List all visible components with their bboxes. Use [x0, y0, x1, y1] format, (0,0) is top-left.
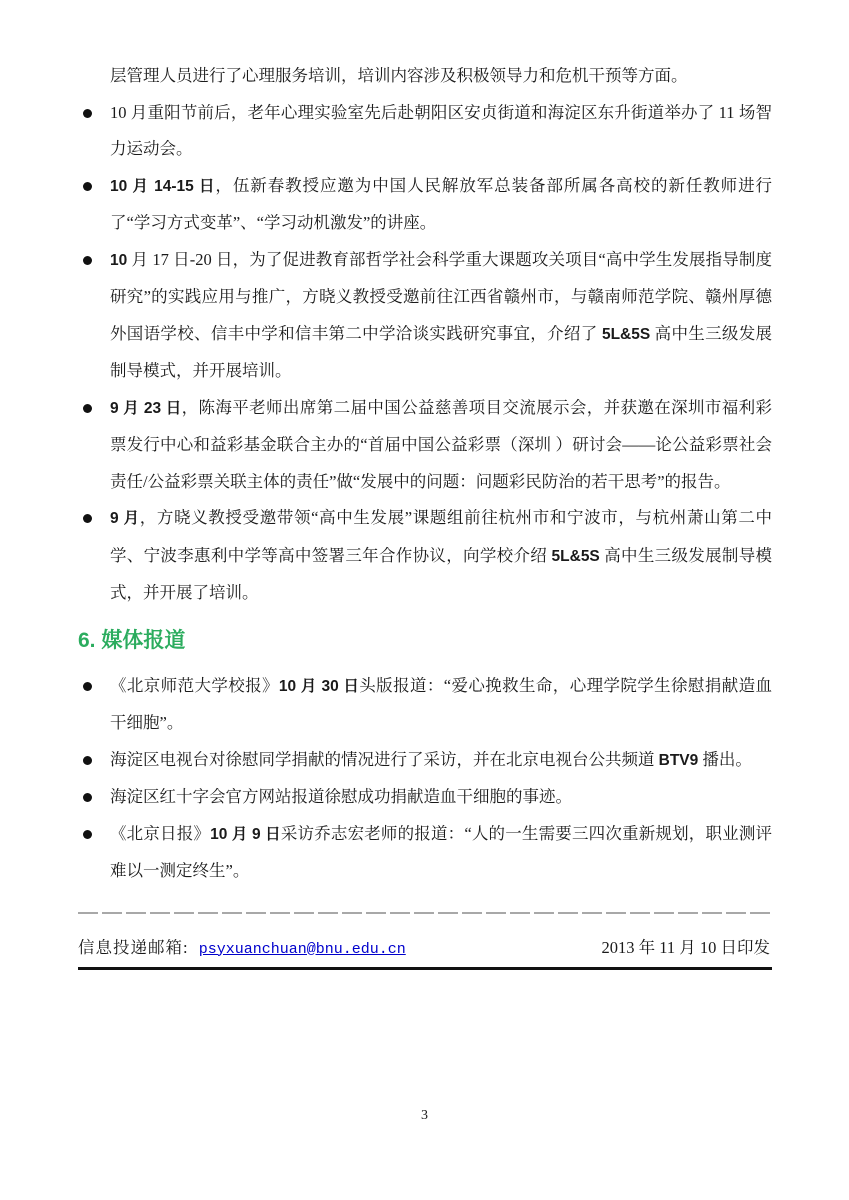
footer-email-group [78, 934, 406, 958]
continuation-text: 层管理人员进行了心理服务培训，培训内容涉及积极领导力和危机干预等方面。 [110, 66, 688, 85]
list-item [78, 95, 772, 168]
list-item-text: 10 月 17 日-20 日，为了促进教育部哲学社会科学重大课题攻关项目“高中学生发展指导制度研究”的实践应用与推广，方晓义教授受邀前往江西省赣州市，与赣南师范学院、赣州厚德外国语学校、信丰中学和信丰第二中学洽谈实践研究事宜，介绍了 5L&5S 高中生三级发展制导模式，并开展培训。 [110, 249, 773, 380]
bullet-icon [83, 109, 92, 118]
bullet-icon [83, 514, 92, 523]
list-item-text: 10 月 14-15 日，伍新春教授应邀为中国人民解放军总装备部所属各高校的新任教师进行了“学习方式变革”、“学习动机激发”的讲座。 [110, 175, 772, 232]
footer-email-label: 信息投递邮箱: [78, 937, 189, 957]
bullet-icon [83, 756, 92, 765]
list-item [78, 242, 772, 390]
list-item-text: 《北京日报》10 月 9 日采访乔志宏老师的报道：“人的一生需要三四次重新规划，职业测评难以一测定终生”。 [110, 823, 773, 880]
list-item-text: 海淀区电视台对徐慰同学捐献的情况进行了采访，并在北京电视台公共频道 BTV9 播出。 [110, 749, 752, 769]
bullet-icon [83, 182, 92, 191]
footer-rule [78, 967, 772, 970]
list-item-text: 《北京师范大学校报》10 月 30 日头版报道：“爱心挽救生命，心理学院学生徐慰捐献造血干细胞”。 [110, 675, 772, 732]
bullet-icon [83, 682, 92, 691]
list-item-text: 海淀区红十字会官方网站报道徐慰成功捐献造血干细胞的事迹。 [110, 787, 572, 806]
events-list [78, 95, 772, 612]
list-item [78, 168, 772, 242]
footer-email-link[interactable]: psyxuanchuan@bnu.edu.cn [198, 940, 406, 958]
page-number: 3 [421, 1108, 428, 1123]
bullet-icon [83, 830, 92, 839]
list-item [78, 500, 772, 612]
dashed-divider [78, 912, 772, 914]
print-date: 2013 年 11 月 10 日印发 [601, 937, 770, 957]
list-item-text: 9 月 23 日，陈海平老师出席第二届中国公益慈善项目交流展示会，并获邀在深圳市福利彩票发行中心和益彩基金联合主办的“首届中国公益彩票（深圳 ）研讨会——论公益彩票社会责任/公益彩票关联主体的责任”做“发展中的问题：问题彩民防治的若干思考”的报告。 [110, 397, 773, 491]
list-item [78, 390, 772, 501]
bullet-icon [83, 793, 92, 802]
list-item-text: 10 月重阳节前后，老年心理实验室先后赴朝阳区安贞街道和海淀区东升街道举办了 11 场智力运动会。 [110, 102, 772, 158]
list-item [78, 742, 772, 780]
list-item [78, 668, 772, 742]
list-item-text: 9 月，方晓义教授受邀带领“高中生发展”课题组前往杭州市和宁波市，与杭州萧山第二中学、宁波李惠利中学等高中签署三年合作协议，向学校介绍 5L&5S 高中生三级发展制导模式，并开展了培训。 [110, 508, 773, 602]
footer-row [78, 934, 772, 958]
section-heading: 6. 媒体报道 [78, 628, 186, 652]
bullet-icon [83, 404, 92, 413]
list-item [78, 816, 772, 890]
page-content [78, 58, 772, 970]
bullet-icon [83, 256, 92, 265]
media-list [78, 668, 772, 890]
list-item [78, 779, 772, 816]
